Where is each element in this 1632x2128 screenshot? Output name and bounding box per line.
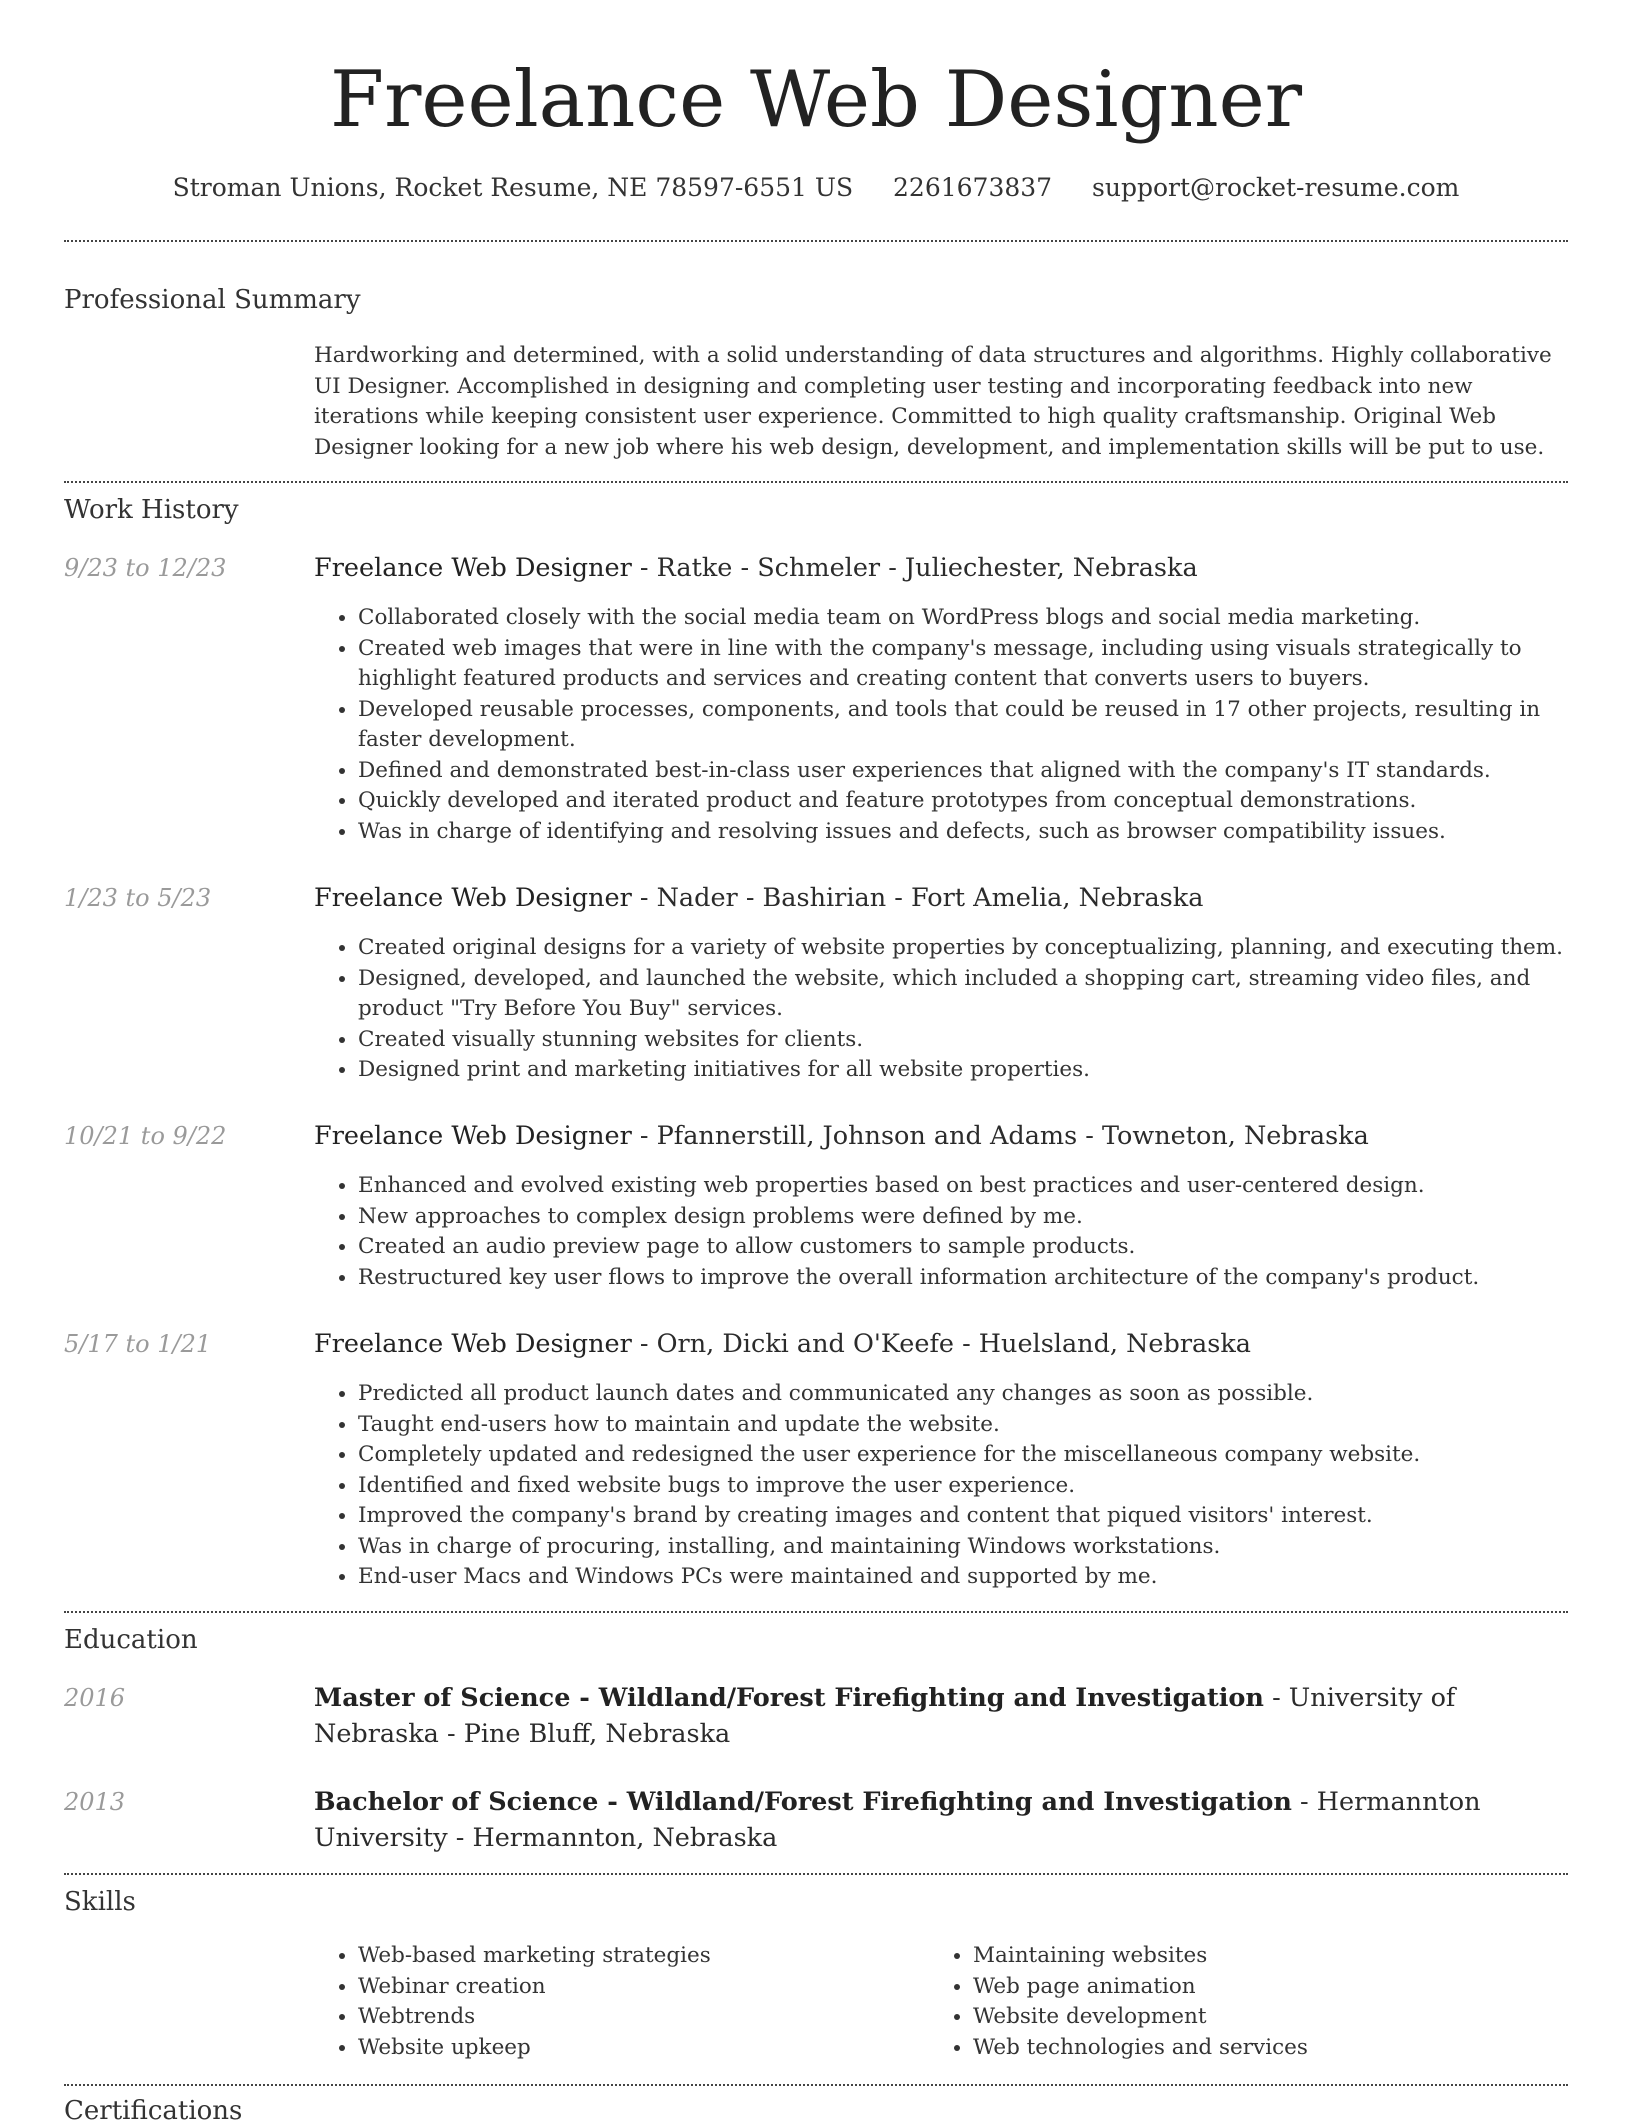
contact-line — [64, 170, 1568, 206]
job-dates: 10/21 to 9/22 — [64, 1122, 227, 1150]
education-degree: Master of Science - Wildland/Forest Firefighting and Investigation — [314, 1683, 1264, 1713]
job-bullets — [314, 603, 1568, 847]
list-item: • Created original designs for a variety of website properties by conceptualizing, planning, and executing them. — [358, 933, 1568, 964]
list-item: • Predicted all product launch dates and communicated any changes as soon as possible. — [358, 1379, 1568, 1410]
list-item: • Quickly developed and iterated product and feature prototypes from conceptual demonstrations. — [358, 786, 1568, 817]
list-item: • Completely updated and redesigned the user experience for the miscellaneous company website. — [358, 1440, 1568, 1471]
list-item: • Restructured key user flows to improve the overall information architecture of the company's product. — [358, 1263, 1568, 1294]
list-item: • Designed, developed, and launched the website, which included a shopping cart, streaming video files, and product "Try Before You Buy" services. — [358, 964, 1568, 1025]
job-details: - Nader - Bashirian - Fort Amelia, Nebraska — [631, 883, 1204, 913]
job-role: Freelance Web Designer — [314, 1121, 632, 1151]
education-entry — [314, 1784, 1574, 1856]
section-divider — [64, 1873, 1568, 1875]
skill-item: • Web-based marketing strategies — [358, 1941, 914, 1972]
section-title-summary: Professional Summary — [64, 285, 361, 315]
section-title-work: Work History — [64, 495, 239, 525]
skill-item: • Webinar creation — [358, 1972, 914, 2003]
list-item: • End-user Macs and Windows PCs were maintained and supported by me. — [358, 1562, 1568, 1593]
list-item: • Defined and demonstrated best-in-class user experiences that aligned with the company's IT standards. — [358, 756, 1568, 787]
section-divider — [64, 2084, 1568, 2086]
job-details: - Pfannerstill, Johnson and Adams - Towneton, Nebraska — [631, 1121, 1369, 1151]
job-details: - Ratke - Schmeler - Juliechester, Nebraska — [631, 553, 1198, 583]
list-item: • Designed print and marketing initiatives for all website properties. — [358, 1055, 1568, 1086]
contact-email: support@rocket-resume.com — [1092, 173, 1460, 202]
skill-item: • Website development — [973, 2002, 1529, 2033]
job-title — [314, 1328, 1568, 1360]
section-divider — [64, 1611, 1568, 1613]
list-item: • Created visually stunning websites for clients. — [358, 1025, 1568, 1056]
list-item: • Developed reusable processes, components, and tools that could be reused in 17 other projects, resulting in faster development. — [358, 695, 1568, 756]
job-title — [314, 1120, 1568, 1152]
job-title — [314, 882, 1568, 914]
skills-list-left — [314, 1941, 914, 2063]
list-item: • Was in charge of procuring, installing, and maintaining Windows workstations. — [358, 1532, 1568, 1563]
education-entry — [314, 1680, 1574, 1752]
job-dates: 9/23 to 12/23 — [64, 554, 227, 582]
section-divider — [64, 240, 1568, 242]
education-school: - University of Nebraska - Pine Bluff, Nebraska — [314, 1683, 1456, 1749]
skill-item: • Webtrends — [358, 2002, 914, 2033]
education-year: 2013 — [64, 1788, 126, 1816]
list-item: • Was in charge of identifying and resolving issues and defects, such as browser compatibility issues. — [358, 817, 1568, 848]
skill-item: • Maintaining websites — [973, 1941, 1529, 1972]
list-item: • Created an audio preview page to allow customers to sample products. — [358, 1232, 1568, 1263]
summary-text: Hardworking and determined, with a solid understanding of data structures and algorithms. Highly collaborative UI Designer. Accomplished in designing and completing user testing and incorporating feedback into new iterations while keeping consistent user experience. Committed to high quality craftsmanship. Original Web Designer looking for a new job where his web design, development, and implementation skills will be put to use. — [314, 343, 1552, 460]
list-item: • New approaches to complex design problems were defined by me. — [358, 1202, 1568, 1233]
skill-item: • Web page animation — [973, 1972, 1529, 2003]
job-dates: 5/17 to 1/21 — [64, 1330, 212, 1358]
job-bullets — [314, 933, 1568, 1086]
job-details: - Orn, Dicki and O'Keefe - Huelsland, Nebraska — [631, 1329, 1251, 1359]
list-item: • Identified and fixed website bugs to improve the user experience. — [358, 1471, 1568, 1502]
job-role: Freelance Web Designer — [314, 553, 632, 583]
job-role: Freelance Web Designer — [314, 1329, 632, 1359]
education-school: - Hermannton University - Hermannton, Nebraska — [314, 1787, 1481, 1853]
contact-address: Stroman Unions, Rocket Resume, NE 78597-6551 US — [172, 173, 854, 202]
list-item: • Collaborated closely with the social media team on WordPress blogs and social media marketing. — [358, 603, 1568, 634]
job-role: Freelance Web Designer — [314, 883, 632, 913]
list-item: • Enhanced and evolved existing web properties based on best practices and user-centered design. — [358, 1171, 1568, 1202]
job-bullets — [314, 1379, 1568, 1593]
contact-phone: 2261673837 — [893, 173, 1053, 202]
skills-list-right — [929, 1941, 1529, 2063]
skill-item: • Website upkeep — [358, 2033, 914, 2064]
list-item: • Taught end-users how to maintain and update the website. — [358, 1410, 1568, 1441]
skill-item: • Web technologies and services — [973, 2033, 1529, 2064]
list-item: • Improved the company's brand by creating images and content that piqued visitors' interest. — [358, 1501, 1568, 1532]
section-title-skills: Skills — [64, 1887, 136, 1917]
section-divider — [64, 481, 1568, 483]
section-title-education: Education — [64, 1625, 198, 1655]
education-year: 2016 — [64, 1684, 126, 1712]
job-dates: 1/23 to 5/23 — [64, 884, 212, 912]
job-bullets — [314, 1171, 1568, 1293]
resume-name: Freelance Web Designer — [329, 55, 1303, 145]
section-title-certifications: Certifications — [64, 2096, 243, 2126]
list-item: • Created web images that were in line with the company's message, including using visuals strategically to highlight featured products and services and creating content that converts users to buyers. — [358, 634, 1568, 695]
job-title — [314, 552, 1568, 584]
education-degree: Bachelor of Science - Wildland/Forest Firefighting and Investigation — [314, 1787, 1292, 1817]
